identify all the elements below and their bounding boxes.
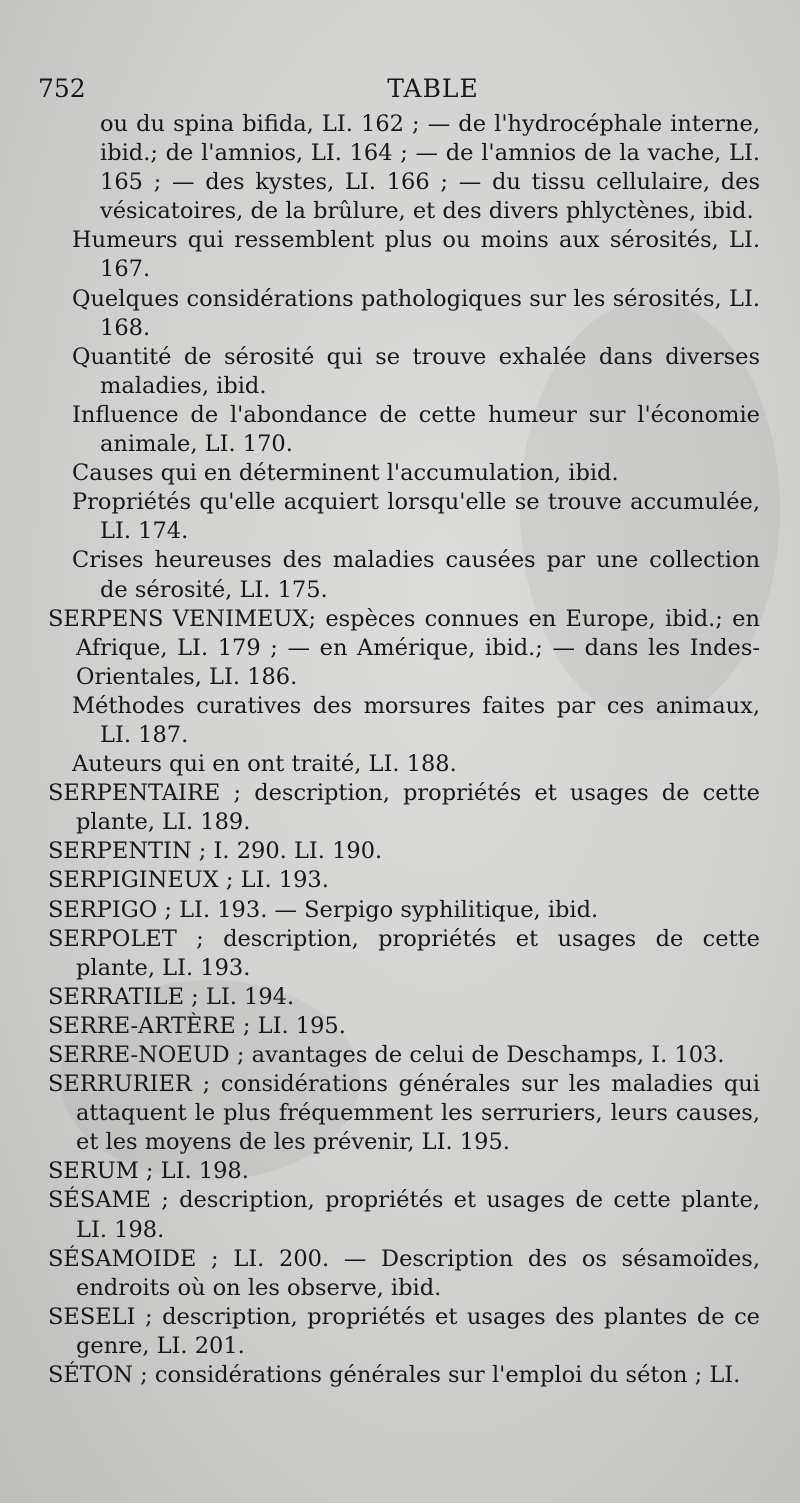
index-entry: SERRE-ARTÈRE ; LI. 195. [48, 1012, 346, 1039]
page-number: 752 [38, 74, 86, 103]
index-entry: SERRATILE ; LI. 194. [48, 983, 295, 1010]
index-entry: SERPIGINEUX ; LI. 193. [48, 867, 329, 894]
index-subentry: Causes qui en déterminent l'accumulation, ibid. [72, 460, 619, 487]
index-subentry: Quantité de sérosité qui se trouve exhalée dans diverses maladies, ibid. [72, 343, 760, 399]
index-subentry: Quelques considérations pathologiques sur les sérosités, LI. 168. [72, 285, 760, 341]
index-entry: SERPENTIN ; I. 290. LI. 190. [48, 838, 383, 865]
index-entry: SÉTON ; considérations générales sur l'emploi du séton ; LI. [48, 1362, 741, 1389]
index-entry: SÉSAMOIDE ; LI. 200. — Description des os sésamoïdes, endroits où on les observe, ibid. [48, 1245, 760, 1301]
index-entry: SERPOLET ; description, propriétés et usages de cette plante, LI. 193. [48, 925, 760, 981]
index-entry: SESELI ; description, propriétés et usages des plantes de ce genre, LI. 201. [48, 1303, 760, 1359]
index-entry: SERPENS VENIMEUX; espèces connues en Europe, ibid.; en Afrique, LI. 179 ; — en Amérique, ibid.; — dans les Indes-Orientales, LI. 186. [48, 605, 760, 690]
index-entry: SÉSAME ; description, propriétés et usages de cette plante, LI. 198. [48, 1187, 760, 1243]
index-entry: SERRURIER ; considérations générales sur les maladies qui attaquent le plus fréquemment les serruriers, leurs causes, et les moyens de les prévenir, LI. 195. [48, 1071, 760, 1156]
index-entry: SERPENTAIRE ; description, propriétés et usages de cette plante, LI. 189. [48, 780, 760, 836]
index-subentry: Auteurs qui en ont traité, LI. 188. [72, 751, 457, 778]
index-subentry: Crises heureuses des maladies causées par une collection de sérosité, LI. 175. [72, 547, 760, 603]
index-subentry: Méthodes curatives des morsures faites par ces animaux, LI. 187. [72, 692, 760, 748]
index-subentry: Influence de l'abondance de cette humeur sur l'économie animale, LI. 170. [72, 401, 760, 458]
index-subentry: Propriétés qu'elle acquiert lorsqu'elle se trouve accumulée, LI. 174. [72, 489, 760, 545]
index-subentry: Humeurs qui ressemblent plus ou moins aux sérosités, LI. 167. [72, 227, 760, 283]
index-entry: SERUM ; LI. 198. [48, 1158, 249, 1185]
index-entry-continuation: ou du spina bifida, LI. 162 ; — de l'hydrocéphale interne, ibid.; de l'amnios, LI. 164 ; — de l'amnios de la vache, LI. 165 ; — des kystes, LI. 166 ; — du tissu cellulaire, des vésicatoires, de la brûlure, et des divers phlyctènes, ibid. [100, 111, 760, 225]
index-text [48, 110, 760, 1390]
index-entry: SERPIGO ; LI. 193. — Serpigo syphilitique, ibid. [48, 896, 599, 923]
page-header [38, 74, 778, 108]
running-head: TABLE [387, 74, 479, 103]
index-entry: SERRE-NOEUD ; avantages de celui de Deschamps, I. 103. [48, 1042, 725, 1068]
